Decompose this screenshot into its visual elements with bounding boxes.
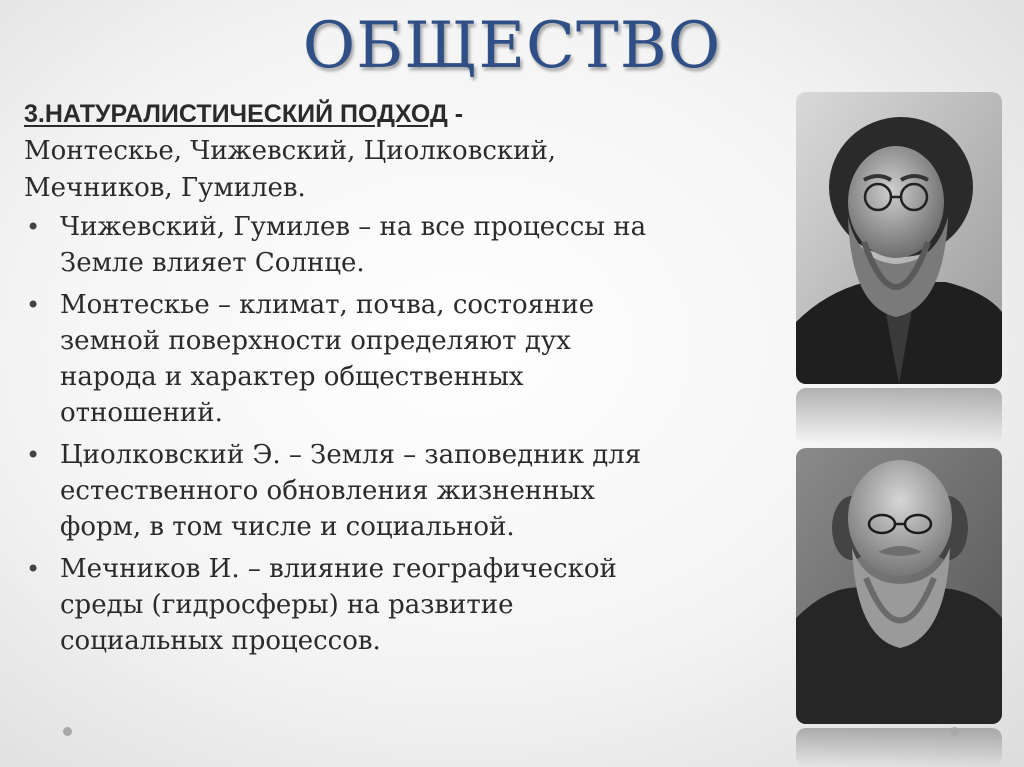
bullet-line: Циолковский Э. – Земля – заповедник для	[60, 440, 642, 470]
portrait-2-graphic	[796, 448, 1002, 724]
slide-content	[24, 96, 764, 665]
bullet-dot-icon: •	[26, 213, 41, 241]
portrait-2-reflection	[796, 728, 1002, 767]
bullet-list	[24, 209, 764, 659]
bullet-item	[24, 209, 764, 281]
bullet-line: народа и характер общественных	[60, 362, 524, 392]
bullet-dot-icon: •	[26, 555, 41, 583]
bullet-line: форм, в том числе и социальной.	[60, 512, 515, 542]
bullet-line: Монтескье – климат, почва, состояние	[60, 290, 595, 320]
bullet-item	[24, 287, 764, 431]
bullet-line: Чижевский, Гумилев – на все процессы на	[60, 212, 647, 242]
intro-paragraph	[24, 96, 764, 207]
intro-line-2: Мечников, Гумилев.	[24, 173, 306, 203]
bullet-dot-icon: •	[26, 441, 41, 469]
bullet-line: отношений.	[60, 398, 223, 428]
bullet-line: среды (гидросферы) на развитие	[60, 590, 514, 620]
portrait-photo-1	[796, 92, 1002, 384]
portrait-1-graphic	[796, 92, 1002, 384]
bullet-item	[24, 437, 764, 545]
portrait-1-reflection	[796, 388, 1002, 444]
intro-line-1: Монтескье, Чижевский, Циолковский,	[24, 136, 557, 166]
portrait-photo-2	[796, 448, 1002, 724]
bullet-line: Мечников И. – влияние географической	[60, 554, 617, 584]
bullet-line: Земле влияет Солнце.	[60, 248, 365, 278]
bullet-line: земной поверхности определяют дух	[60, 326, 571, 356]
slide-title: ОБЩЕСТВО	[302, 9, 722, 83]
bullet-line: естественного обновления жизненных	[60, 476, 595, 506]
corner-dot-icon	[63, 727, 72, 736]
bullet-item	[24, 551, 764, 659]
heading-dash: -	[447, 100, 464, 128]
approach-heading: 3.НАТУРАЛИСТИЧЕСКИЙ ПОДХОД	[24, 100, 448, 128]
bullet-line: социальных процессов.	[60, 626, 381, 656]
bullet-dot-icon: •	[26, 291, 41, 319]
corner-dot-icon	[950, 727, 959, 736]
